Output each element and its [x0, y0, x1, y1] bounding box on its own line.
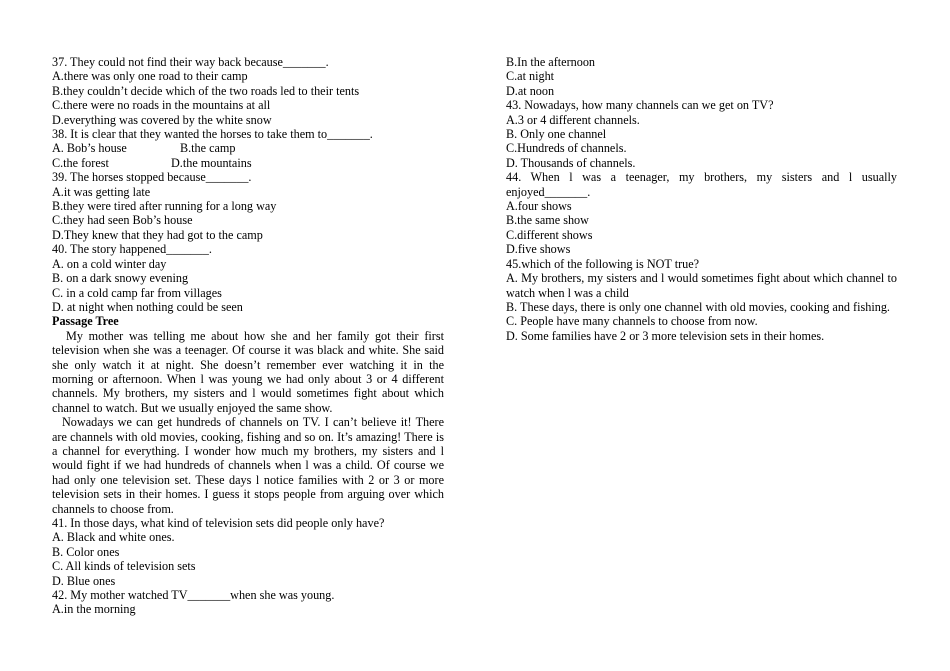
- option-40-d: D. at night when nothing could be seen: [52, 299, 243, 314]
- option-43-b: B. Only one channel: [506, 127, 607, 142]
- option-41-d: D. Blue ones: [52, 573, 116, 588]
- question-43: 43. Nowadays, how many channels can we get on TV?: [506, 98, 774, 113]
- option-43-d: D. Thousands of channels.: [506, 155, 636, 170]
- question-38: 38. It is clear that they wanted the horses to take them to_______.: [52, 127, 373, 142]
- option-37-c: C.there were no roads in the mountains at all: [52, 98, 271, 113]
- question-45: 45.which of the following is NOT true?: [506, 256, 700, 271]
- option-42-c: C.at night: [506, 69, 555, 84]
- passage-paragraph-1: My mother was telling me about how she and her family got their first television when she was a teenager. Of course it was black and white. She said she only watch it at night. She doesn’t remember ever watching it in the morning or afternoon. When l was young we had only about 3 or 4 different channels. My brothers, my sisters and l would sometimes fight about which channel to watch. But we usually enjoyed the same show.: [52, 328, 444, 415]
- option-45-b: B. These days, there is only one channel with old movies, cooking and fishing.: [506, 299, 890, 314]
- option-44-a: A.four shows: [506, 199, 572, 214]
- option-41-a: A. Black and white ones.: [52, 530, 175, 545]
- question-41: 41. In those days, what kind of television sets did people only have?: [52, 516, 385, 530]
- option-39-b: B.they were tired after running for a long way: [52, 199, 277, 214]
- option-44-c: C.different shows: [506, 227, 593, 242]
- option-39-c: C.they had seen Bob’s house: [52, 213, 193, 228]
- question-44: 44. When l was a teenager, my brothers, my sisters and l usually enjoyed_______.: [506, 170, 897, 199]
- left-column: [52, 55, 444, 617]
- options-38-row1: [52, 141, 444, 155]
- right-column: [506, 55, 897, 343]
- passage-paragraph-2: Nowadays we can get hundreds of channels on TV. I can’t believe it! There are channels with old movies, cooking, fishing and so on. It’s amazing! There is a channel for everything. I wonder how much my brothers, my sisters and l would fight if we had hundreds of channels when l was a child. Of course we had only one television set. These days l notice families with 2 or 3 or more television sets in their homes. I guess it stops people from arguing over which channels to choose from.: [52, 415, 444, 516]
- option-38-d: D.the mountains: [171, 155, 252, 170]
- option-38-c: C.the forest: [52, 155, 109, 170]
- option-41-b: B. Color ones: [52, 544, 120, 559]
- option-45-a: A. My brothers, my sisters and l would sometimes fight about which channel to watch when l was a child: [506, 271, 897, 300]
- option-40-a: A. on a cold winter day: [52, 256, 167, 271]
- option-42-d: D.at noon: [506, 83, 555, 98]
- option-43-a: A.3 or 4 different channels.: [506, 112, 640, 127]
- option-43-c: C.Hundreds of channels.: [506, 141, 627, 156]
- question-39: 39. The horses stopped because_______.: [52, 170, 252, 185]
- option-38-a: A. Bob’s house: [52, 141, 127, 156]
- question-42: 42. My mother watched TV_______when she was young.: [52, 588, 335, 603]
- option-41-c: C. All kinds of television sets: [52, 559, 196, 574]
- option-42-a: A.in the morning: [52, 602, 136, 617]
- option-37-a: A.there was only one road to their camp: [52, 69, 248, 84]
- option-44-d: D.five shows: [506, 242, 571, 257]
- option-40-c: C. in a cold camp far from villages: [52, 285, 222, 300]
- question-37: 37. They could not find their way back because_______.: [52, 55, 329, 69]
- passage-title: Passage Tree: [52, 314, 119, 329]
- option-37-b: B.they couldn’t decide which of the two roads led to their tents: [52, 83, 360, 98]
- option-39-d: D.They knew that they had got to the camp: [52, 227, 263, 242]
- option-39-a: A.it was getting late: [52, 184, 151, 199]
- option-45-c: C. People have many channels to choose from now.: [506, 314, 758, 329]
- option-44-b: B.the same show: [506, 213, 589, 228]
- question-40: 40. The story happened_______.: [52, 242, 212, 257]
- option-40-b: B. on a dark snowy evening: [52, 271, 189, 286]
- option-37-d: D.everything was covered by the white snow: [52, 112, 272, 127]
- option-42-b: B.In the afternoon: [506, 55, 596, 69]
- option-38-b: B.the camp: [180, 141, 236, 156]
- option-45-d: D. Some families have 2 or 3 more television sets in their homes.: [506, 328, 825, 343]
- options-38-row2: [52, 156, 444, 170]
